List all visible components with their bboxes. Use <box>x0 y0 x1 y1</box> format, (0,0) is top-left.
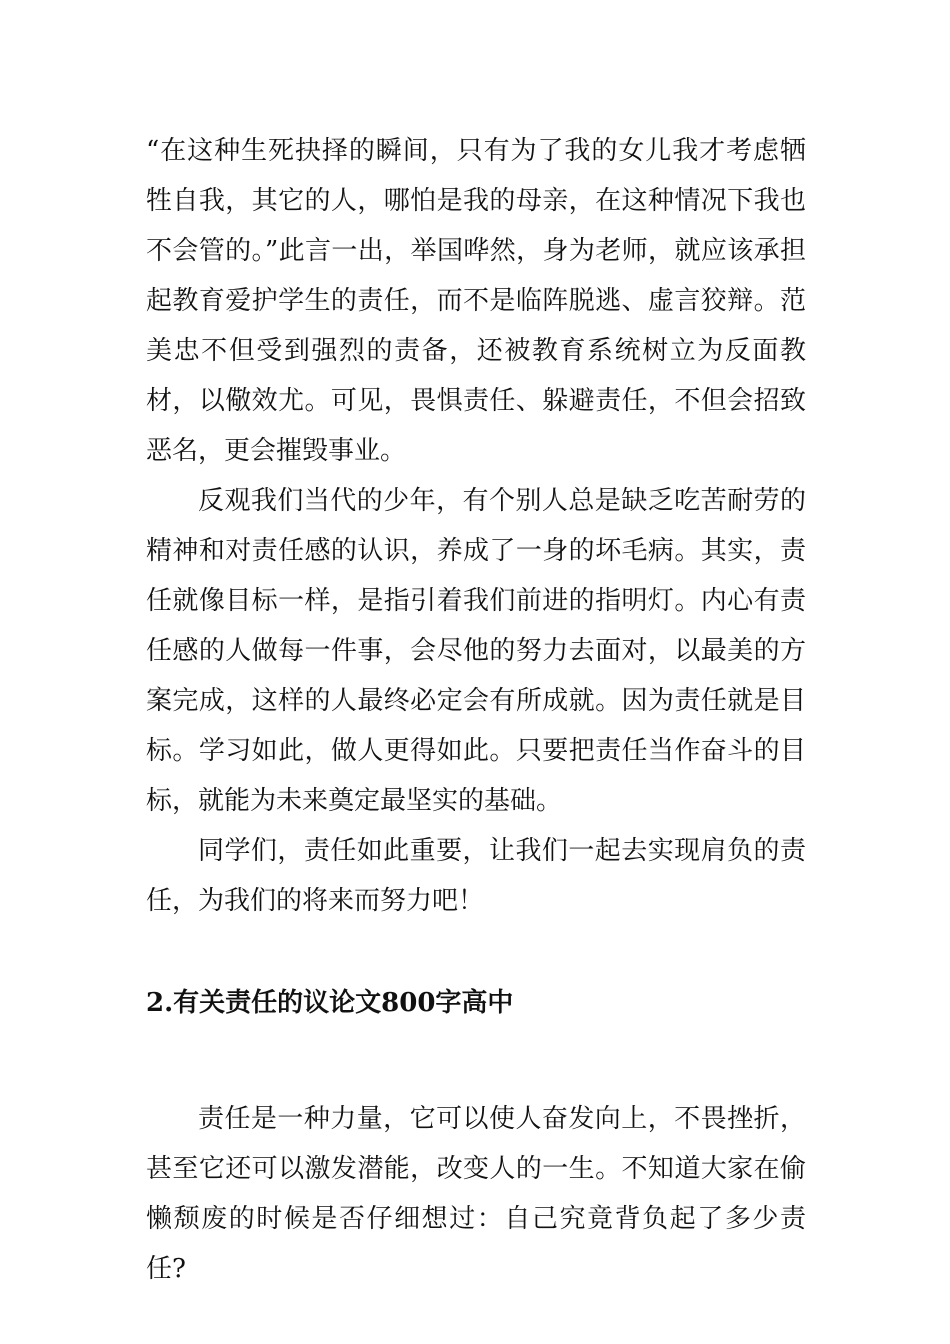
body-paragraph: 责任是一种力量，它可以使人奋发向上，不畏挫折，甚至它还可以激发潜能，改变人的一生。不知道大家在偷懒颓废的时候是否仔细想过：自己究竟背负起了多少责任? <box>146 1104 806 1284</box>
body-paragraph: “在这种生死抉择的瞬间，只有为了我的女儿我才考虑牺牲自我，其它的人，哪怕是我的母亲，在这种情况下我也不会管的。”此言一出，举国哗然，身为老师，就应该承担起教育爱护学生的责任，而不是临阵脱逃、虚言狡辩。范美忠不但受到强烈的责备，还被教育系统树立为反面教材，以儆效尤。可见，畏惧责任、躲避责任，不但会招致恶名，更会摧毁事业。 <box>146 136 806 466</box>
document-page <box>146 126 806 1294</box>
body-paragraph: 反观我们当代的少年，有个别人总是缺乏吃苦耐劳的精神和对责任感的认识，养成了一身的坏毛病。其实，责任就像目标一样，是指引着我们前进的指明灯。内心有责任感的人做每一件事，会尽他的努力去面对，以最美的方案完成，这样的人最终必定会有所成就。因为责任就是目标。学习如此，做人更得如此。只要把责任当作奋斗的目标，就能为未来奠定最坚实的基础。 <box>146 486 806 816</box>
body-paragraph: 同学们，责任如此重要，让我们一起去实现肩负的责任，为我们的将来而努力吧！ <box>146 836 806 916</box>
section-heading: 2.有关责任的议论文800字高中 <box>146 988 514 1018</box>
